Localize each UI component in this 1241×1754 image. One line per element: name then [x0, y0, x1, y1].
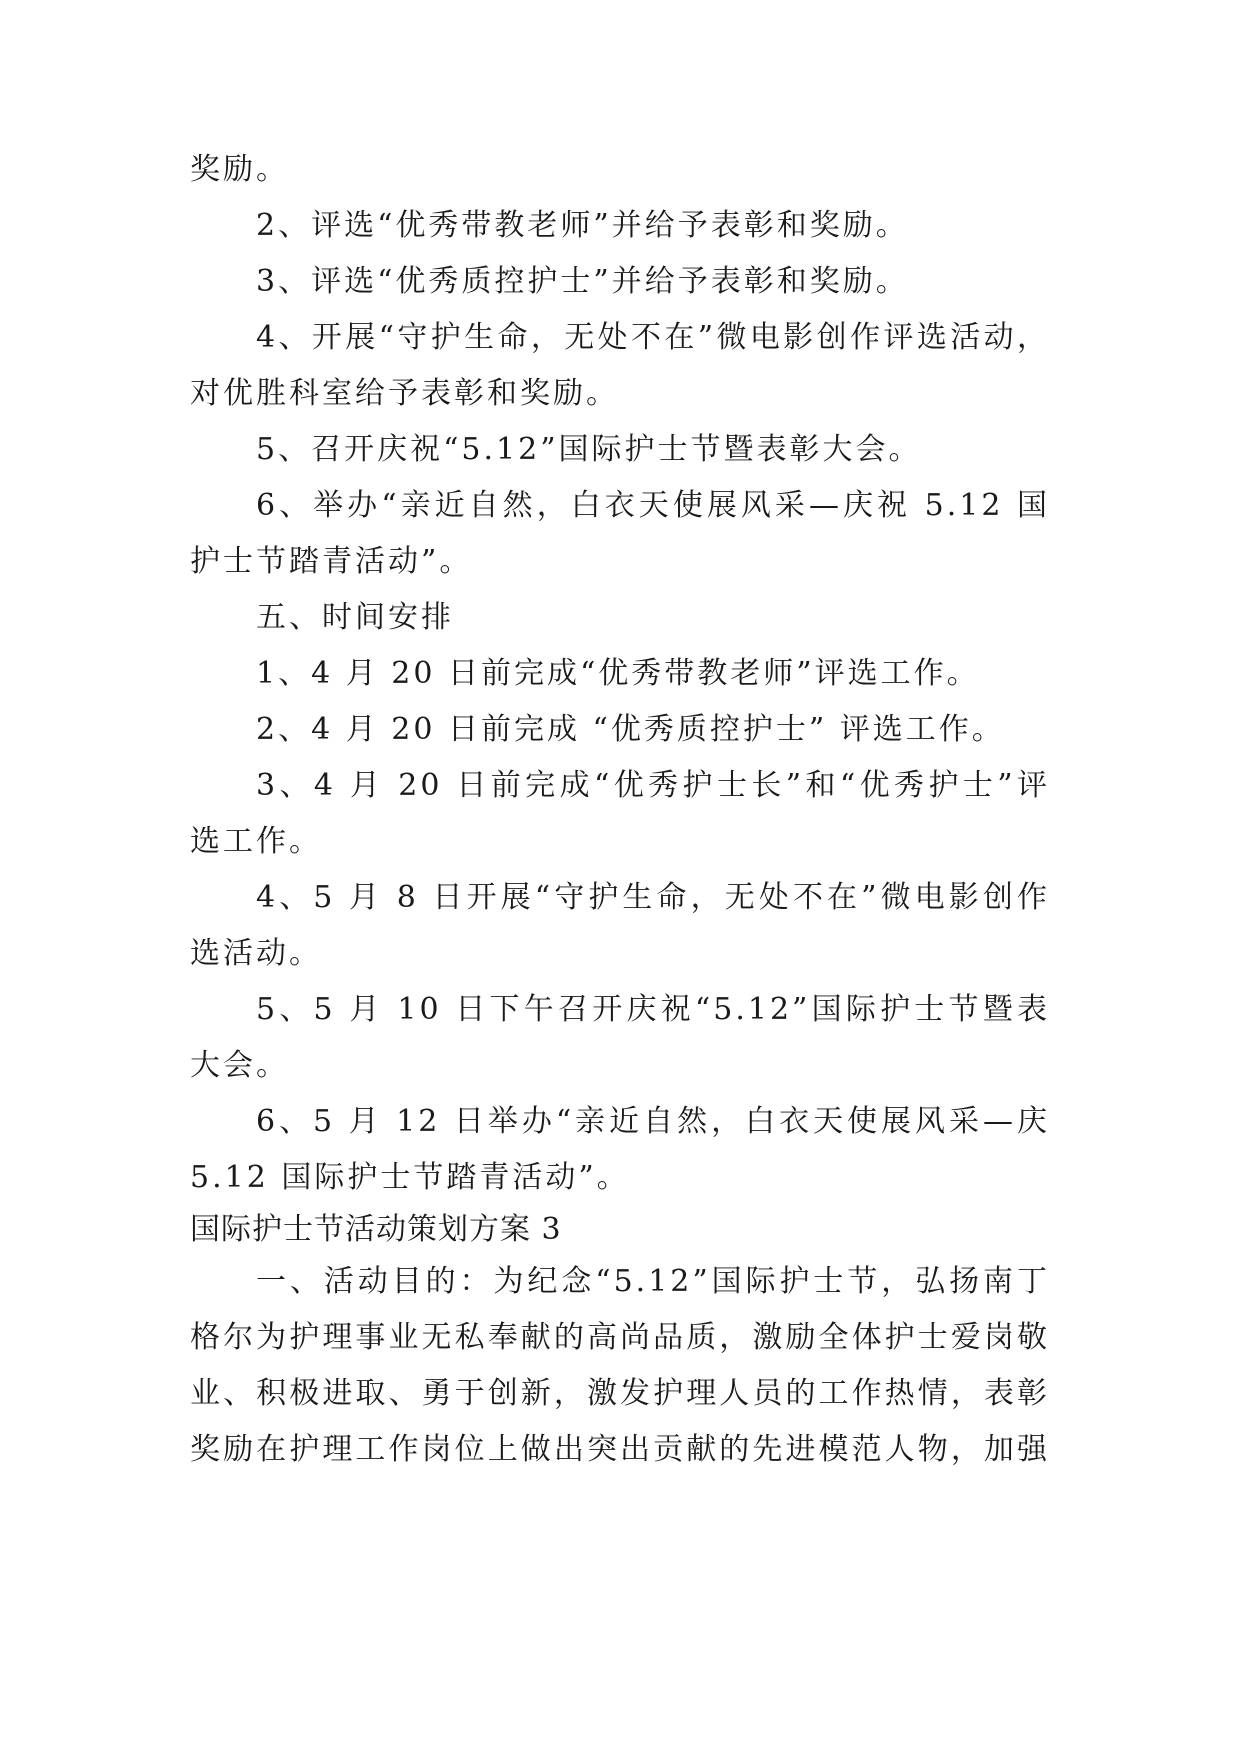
paragraph-line: 4、开展“守护生命，无处不在”微电影创作评选活动，	[256, 320, 1050, 355]
paragraph-line: 1、4 月 20 日前完成“优秀带教老师”评选工作。	[256, 656, 980, 691]
paragraph-line: 选活动。	[190, 936, 322, 971]
paragraph-line: 选工作。	[190, 824, 322, 859]
paragraph-line: 奖励。	[190, 152, 289, 187]
paragraph-line: 护士节踏青活动”。	[190, 544, 473, 579]
paragraph-line: 业、积极进取、勇于创新，激发护理人员的工作热情，表彰	[190, 1376, 1050, 1411]
document-heading: 国际护士节活动策划方案 3	[190, 1212, 562, 1247]
paragraph-line: 5、5 月 10 日下午召开庆祝“5.12”国际护士节暨表	[256, 992, 1050, 1027]
paragraph-line: 6、举办“亲近自然，白衣天使展风采—庆祝 5.12 国	[256, 488, 1050, 523]
paragraph-line: 3、4 月 20 日前完成“优秀护士长”和“优秀护士”评	[256, 768, 1050, 803]
paragraph-line: 5.12 国际护士节踏青活动”。	[190, 1160, 630, 1195]
paragraph-line: 6、5 月 12 日举办“亲近自然，白衣天使展风采—庆	[256, 1104, 1050, 1139]
paragraph-line: 5、召开庆祝“5.12”国际护士节暨表彰大会。	[256, 432, 922, 467]
section-heading: 五、时间安排	[256, 600, 454, 635]
paragraph-line: 奖励在护理工作岗位上做出突出贡献的先进模范人物，加强	[190, 1432, 1050, 1467]
paragraph-line: 2、评选“优秀带教老师”并给予表彰和奖励。	[256, 208, 909, 243]
paragraph-line: 3、评选“优秀质控护士”并给予表彰和奖励。	[256, 264, 909, 299]
paragraph-line: 4、5 月 8 日开展“守护生命，无处不在”微电影创作	[256, 880, 1050, 915]
paragraph-line: 对优胜科室给予表彰和奖励。	[190, 376, 619, 411]
paragraph-line: 一、活动目的：为纪念“5.12”国际护士节，弘扬南丁	[256, 1264, 1050, 1299]
paragraph-line: 2、4 月 20 日前完成 “优秀质控护士” 评选工作。	[256, 712, 1005, 747]
paragraph-line: 大会。	[190, 1048, 289, 1083]
paragraph-line: 格尔为护理事业无私奉献的高尚品质，激励全体护士爱岗敬	[190, 1320, 1050, 1355]
